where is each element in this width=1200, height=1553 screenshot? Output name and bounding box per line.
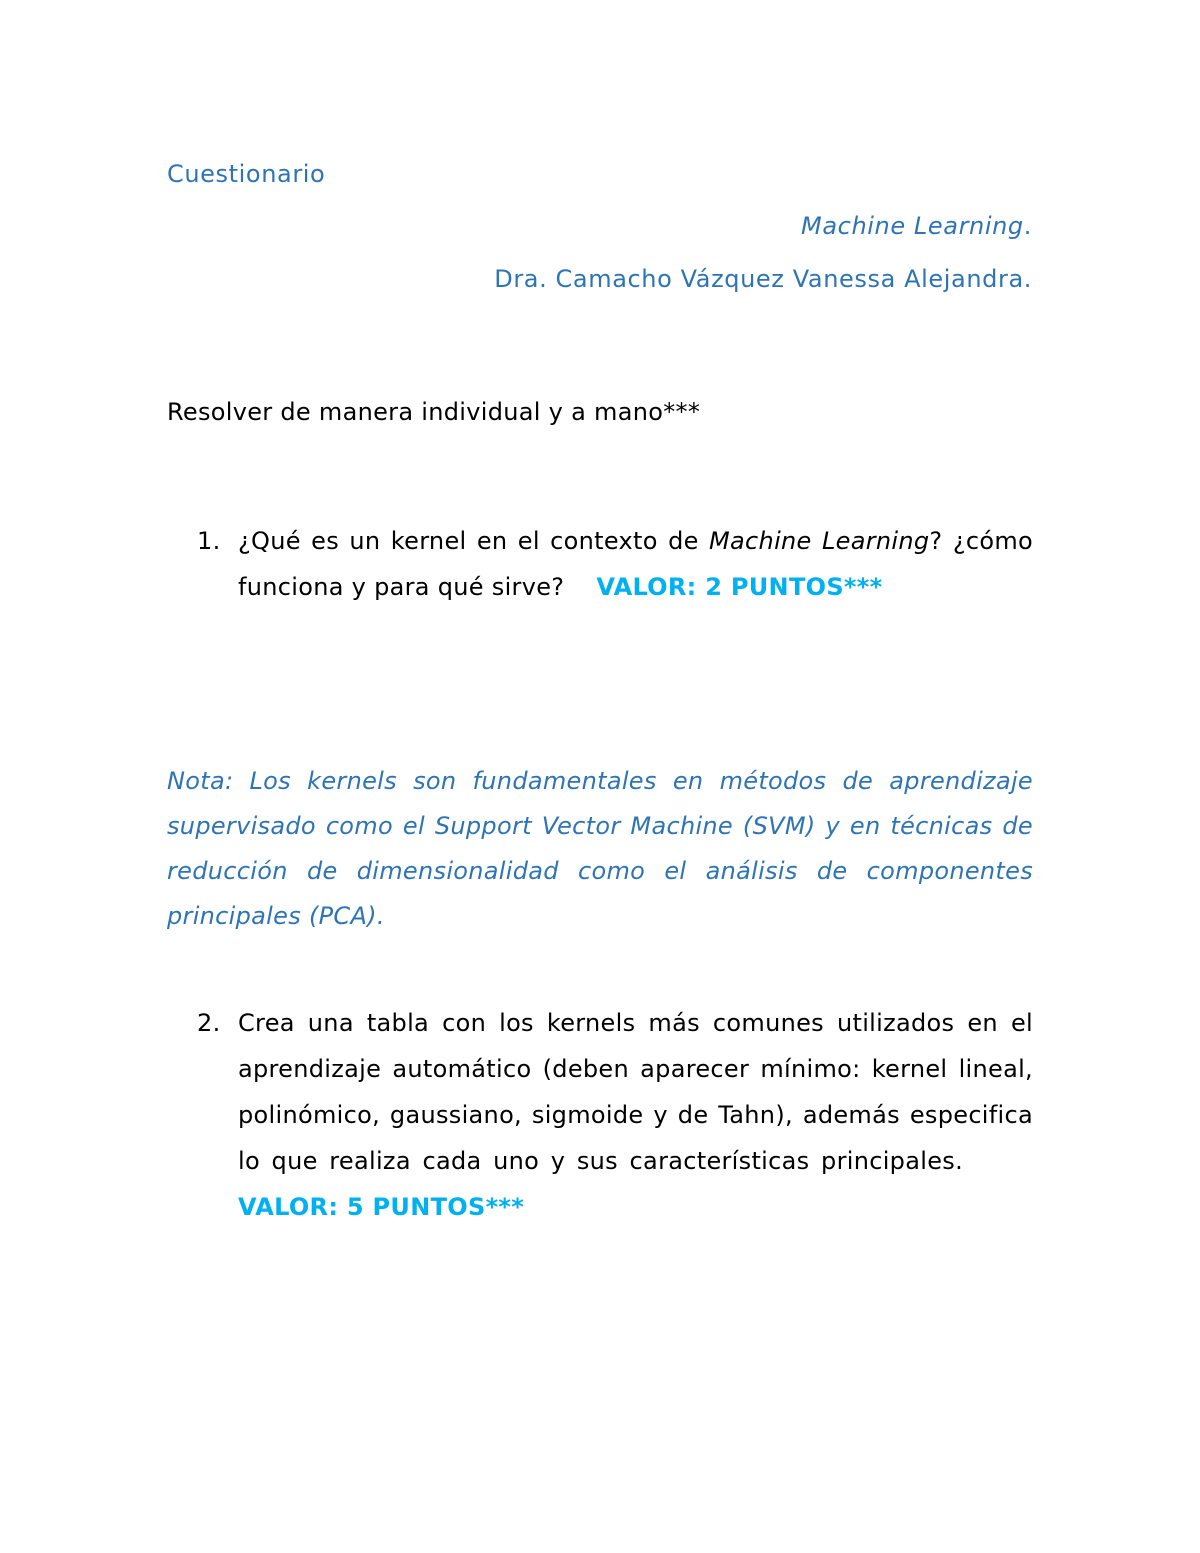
question-2-number: 2.	[197, 1009, 221, 1037]
question-2-text	[238, 1000, 1033, 1230]
instruction-text: Resolver de manera individual y a mano***	[167, 398, 701, 426]
question-1-text	[238, 518, 1033, 610]
question-1	[197, 518, 1033, 610]
question-1-text-before: ¿Qué es un kernel en el contexto de	[238, 527, 710, 555]
teacher-name: Dra. Camacho Vázquez Vanessa Alejandra.	[494, 265, 1032, 293]
question-2	[197, 1000, 1033, 1230]
question-2-text-body: Crea una tabla con los kernels más comunes utilizados en el aprendizaje automático (deben aparecer mínimo: kernel lineal, polinómico, gaussiano, sigmoide y de Tahn), además especifica lo que realiza cada uno y sus características principales.	[238, 1009, 1033, 1175]
question-1-number: 1.	[197, 527, 221, 555]
question-1-points: VALOR: 2 PUNTOS***	[596, 573, 883, 601]
question-1-text-after: ? ¿cómo funciona y para qué sirve?	[238, 527, 1034, 601]
course-subject-period: .	[1023, 212, 1032, 240]
document-title: Cuestionario	[167, 160, 326, 188]
question-2-points: VALOR: 5 PUNTOS***	[238, 1193, 525, 1221]
note-text: Nota: Los kernels son fundamentales en métodos de aprendizaje supervisado como el Support Vector Machine (SVM) y en técnicas de reducción de dimensionalidad como el análisis de componentes principales (PCA).	[167, 767, 1033, 930]
course-subject	[801, 212, 1032, 240]
question-1-text-italic: Machine Learning	[709, 527, 930, 555]
course-subject-name: Machine Learning	[801, 212, 1024, 240]
